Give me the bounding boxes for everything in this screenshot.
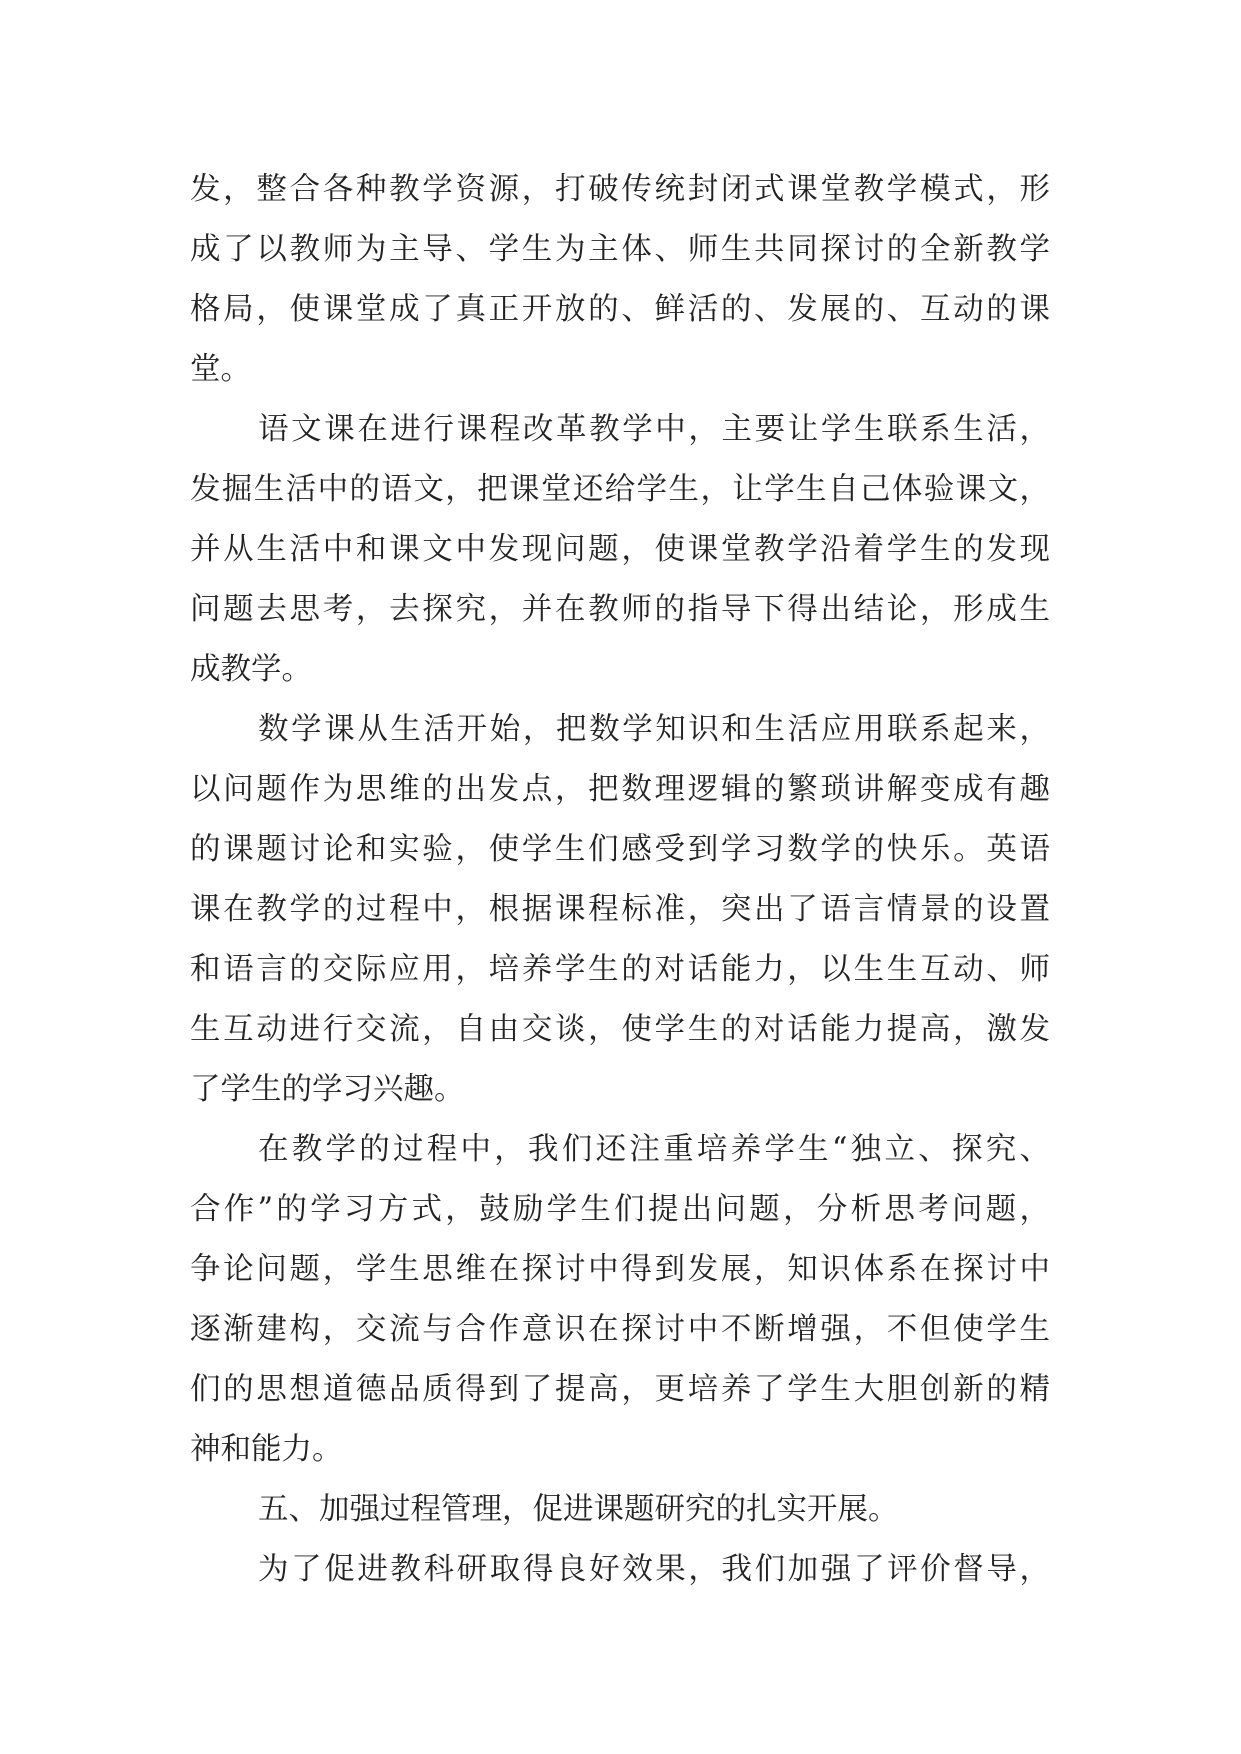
text-line: 的课题讨论和实验，使学生们感受到学习数学的快乐。英语 xyxy=(190,832,1050,867)
text-line: 课在教学的过程中，根据课程标准，突出了语言情景的设置 xyxy=(190,892,1050,927)
text-line: 生互动进行交流，自由交谈，使学生的对话能力提高，激发 xyxy=(190,1012,1050,1047)
text-line: 们的思想道德品质得到了提高，更培养了学生大胆创新的精 xyxy=(190,1372,1050,1407)
text-line: 在教学的过程中，我们还注重培养学生“独立、探究、 xyxy=(258,1132,1050,1167)
body-text xyxy=(190,160,1050,1600)
text-line: 语文课在进行课程改革教学中，主要让学生联系生活， xyxy=(258,412,1050,447)
text-line: 为了促进教科研取得良好效果，我们加强了评价督导， xyxy=(258,1552,1050,1587)
text-line: 合作”的学习方式，鼓励学生们提出问题，分析思考问题， xyxy=(190,1192,1050,1227)
text-line: 逐渐建构，交流与合作意识在探讨中不断增强，不但使学生 xyxy=(190,1312,1050,1347)
text-line: 发掘生活中的语文，把课堂还给学生，让学生自己体验课文， xyxy=(190,472,1050,507)
text-line: 并从生活中和课文中发现问题，使课堂教学沿着学生的发现 xyxy=(190,532,1050,567)
text-line: 数学课从生活开始，把数学知识和生活应用联系起来， xyxy=(258,712,1050,747)
text-line: 格局，使课堂成了真正开放的、鲜活的、发展的、互动的课 xyxy=(190,292,1050,327)
text-line: 了学生的学习兴趣。 xyxy=(190,1072,465,1107)
text-line: 争论问题，学生思维在探讨中得到发展，知识体系在探讨中 xyxy=(190,1252,1050,1287)
text-line: 问题去思考，去探究，并在教师的指导下得出结论，形成生 xyxy=(190,592,1050,627)
text-line: 成了以教师为主导、学生为主体、师生共同探讨的全新教学 xyxy=(190,232,1050,267)
text-line: 神和能力。 xyxy=(190,1432,343,1467)
section-heading: 五、加强过程管理，促进课题研究的扎实开展。 xyxy=(258,1492,899,1527)
text-line: 发，整合各种教学资源，打破传统封闭式课堂教学模式，形 xyxy=(190,172,1050,207)
text-line: 堂。 xyxy=(190,352,251,387)
text-line: 成教学。 xyxy=(190,652,312,687)
text-line: 和语言的交际应用，培养学生的对话能力，以生生互动、师 xyxy=(190,952,1050,987)
text-line: 以问题作为思维的出发点，把数理逻辑的繁琐讲解变成有趣 xyxy=(190,772,1050,807)
